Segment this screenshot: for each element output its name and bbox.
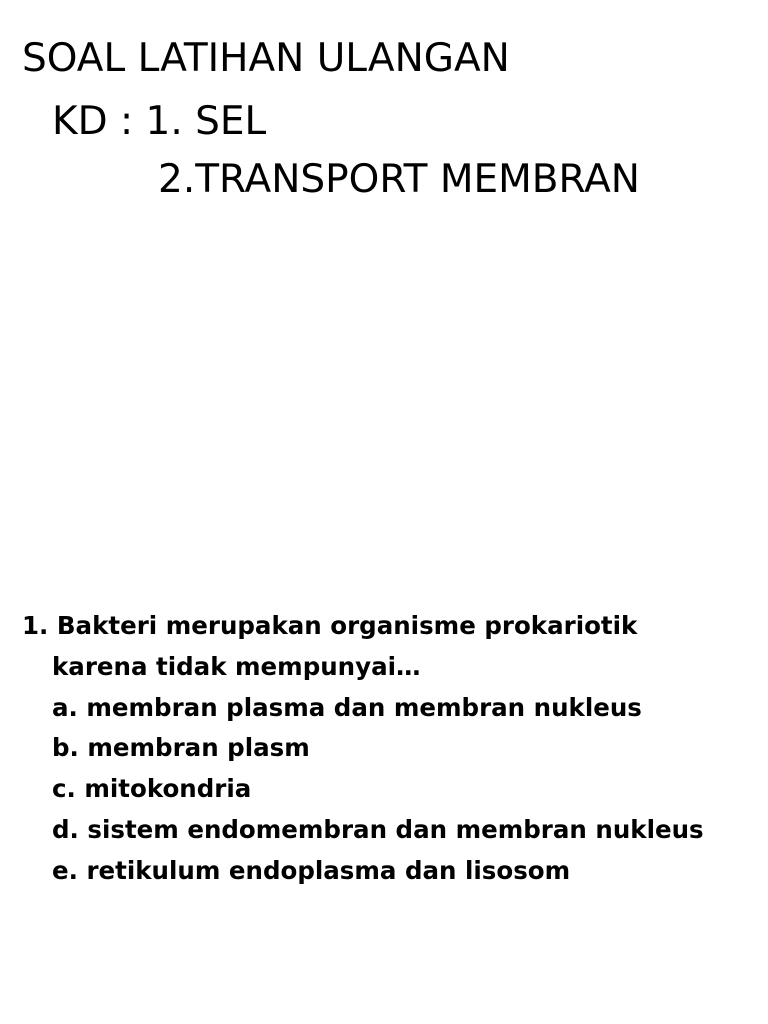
title-line-2: KD : 1. SEL bbox=[52, 99, 267, 144]
option-a: a. membran plasma dan membran nukleus bbox=[52, 692, 642, 722]
question-stem-line-1: 1. Bakteri merupakan organisme prokariotik bbox=[22, 611, 638, 640]
option-d: d. sistem endomembran dan membran nukleus bbox=[52, 814, 704, 844]
title-line-1: SOAL LATIHAN ULANGAN bbox=[22, 36, 510, 81]
question-block bbox=[22, 606, 752, 892]
option-b: b. membran plasm bbox=[52, 733, 310, 763]
option-e: e. retikulum endoplasma dan lisosom bbox=[52, 855, 571, 885]
option-c: c. mitokondria bbox=[52, 774, 252, 804]
title-line-3: 2.TRANSPORT MEMBRAN bbox=[158, 157, 640, 202]
question-stem-line-2: karena tidak mempunyai… bbox=[52, 651, 421, 681]
